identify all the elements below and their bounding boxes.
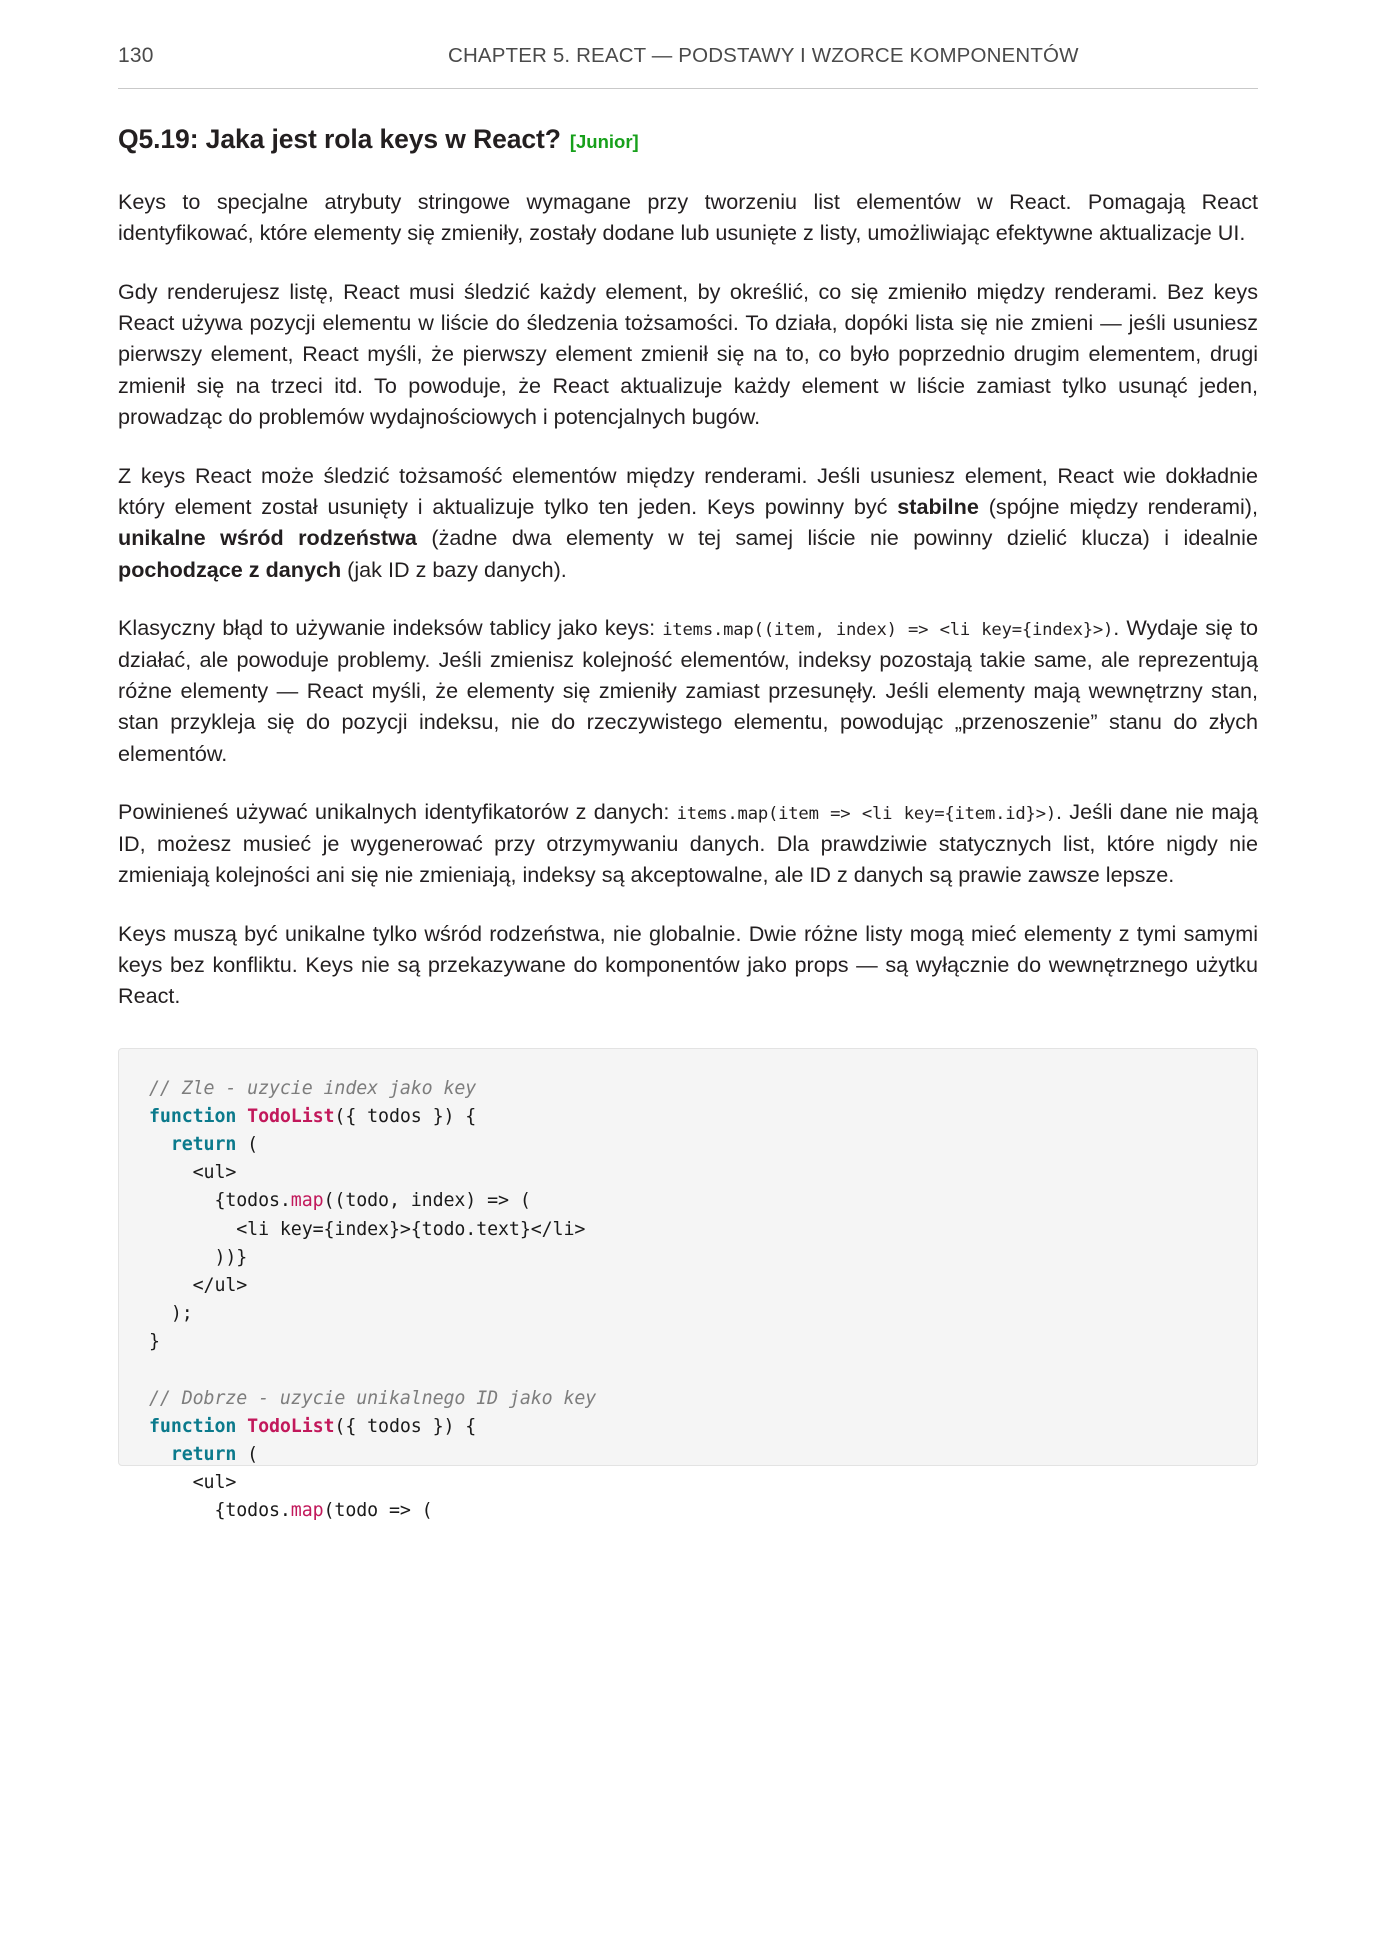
code-token-keyword: function xyxy=(149,1415,248,1437)
code-token-plain: (todo => ( xyxy=(323,1500,433,1522)
code-token-plain: ( xyxy=(236,1134,259,1156)
code-token-comment: // Zle - uzycie index jako key xyxy=(149,1077,477,1099)
inline-code-item-id-key: items.map(item => <li key={item.id}>) xyxy=(676,804,1056,825)
paragraph-text: Powinieneś używać unikalnych identyfikatorów z danych: xyxy=(118,799,677,825)
question-title-text: Q5.19: Jaka jest rola keys w React? xyxy=(118,124,561,154)
difficulty-badge: [Junior] xyxy=(569,131,639,152)
paragraph-unique-ids xyxy=(118,796,1258,890)
running-head xyxy=(118,44,1258,68)
code-token-plain: ({ todos }) { xyxy=(334,1415,477,1437)
code-content xyxy=(149,1078,596,1522)
paragraph-text: Z keys React może śledzić tożsamość elementów między renderami. Jeśli usuniesz element, React wie dokładnie który element został usunięty i aktualizuje tylko ten jeden. Keys powinny być xyxy=(118,462,1258,520)
code-token-keyword: return xyxy=(170,1443,237,1465)
code-token-method: map xyxy=(290,1500,324,1522)
code-token-plain: <li key={index}>{todo.text}</li> xyxy=(149,1218,586,1240)
code-token-plain: ((todo, index) => ( xyxy=(323,1190,531,1212)
header-divider xyxy=(118,88,1258,89)
paragraph-text: Gdy renderujesz listę, React musi śledzić każdy element, by określić, co się zmieniło między renderami. Bez keys React używa pozycji elementu w liście do śledzenia tożsamości. To działa, dopóki lista się nie zmieni — jeśli usuniesz pierwszy element, React myśli, że pierwszy element zmienił się na to, co było poprzednio drugim elementem, drugi zmienił się na trzeci itd. To powoduje, że React aktualizuje każdy element w liście zamiast tylko usunąć jeden, prowadząc do problemów wydajnościowych i potencjalnych bugów. xyxy=(118,278,1258,430)
paragraph-intro xyxy=(118,186,1258,249)
code-token-plain: } xyxy=(149,1331,160,1353)
code-token-plain: ({ todos }) { xyxy=(334,1105,477,1127)
code-token-plain: {todos. xyxy=(149,1190,291,1212)
code-token-comment: // Dobrze - uzycie unikalnego ID jako key xyxy=(149,1387,597,1409)
code-block xyxy=(118,1048,1258,1522)
paragraph-text: Keys to specjalne atrybuty stringowe wymagane przy tworzeniu list elementów w React. Pomagają React identyfikować, które elementy się zmieniły, zostały dodane lub usunięte z listy, umożliwiając efektywne aktualizacje UI. xyxy=(118,188,1258,246)
code-token-plain: {todos. xyxy=(149,1500,291,1522)
code-token-plain: <ul> xyxy=(149,1472,237,1494)
paragraph-sibling-scope xyxy=(118,918,1258,1012)
chapter-title: CHAPTER 5. REACT — PODSTAWY I WZORCE KOMPONENTÓW xyxy=(448,44,1079,67)
emphasis-unique-siblings: unikalne wśród rodzeństwa xyxy=(118,525,417,551)
code-token-plain: </ul> xyxy=(149,1274,248,1296)
paragraph-text: . Wydaje się to działać, ale powoduje problemy. Jeśli zmienisz kolejność elementów, indeksy pozostają takie same, ale reprezentują różne elementy — React myśli, że elementy się zmieniły zamiast przesunęły. Jeśli elementy mają wewnętrzny stan, stan przykleja się do pozycji indeksu, nie do rzeczywistego elementu, powodując „przenoszenie” stanu do złych elementów. xyxy=(118,615,1258,766)
code-token-fn: TodoList xyxy=(247,1105,335,1127)
code-token-method: map xyxy=(290,1190,324,1212)
code-listing xyxy=(119,1075,1257,1526)
code-token-plain: <ul> xyxy=(149,1162,237,1184)
emphasis-stable: stabilne xyxy=(897,494,979,520)
code-token-plain: ))} xyxy=(149,1246,248,1268)
question-heading xyxy=(118,124,1258,156)
code-token-plain: ( xyxy=(236,1443,259,1465)
code-token-keyword: return xyxy=(170,1134,237,1156)
paragraph-text: . Jeśli dane nie mają ID, możesz musieć je wygenerować przy otrzymywaniu danych. Dla prawdziwie statycznych list, które nigdy nie zmieniają kolejności ani się nie zmieniają, indeksy są akceptowalne, ale ID z danych są prawie zawsze lepsze. xyxy=(118,799,1259,888)
inline-code-index-key: items.map((item, index) => <li key={index}>) xyxy=(662,620,1114,641)
paragraph-text: (spójne między renderami), xyxy=(978,494,1258,520)
paragraph-text: Klasyczny błąd to używanie indeksów tablicy jako keys: xyxy=(118,615,663,641)
code-token-plain: ); xyxy=(149,1303,193,1325)
code-token-fn: TodoList xyxy=(247,1415,335,1437)
paragraph-text: (żadne dwa elementy w tej samej liście nie powinny dzielić klucza) i idealnie xyxy=(416,525,1258,551)
paragraph-render-tracking xyxy=(118,276,1258,433)
paragraph-index-antipattern xyxy=(118,612,1258,769)
code-token-plain xyxy=(149,1444,171,1465)
page-content xyxy=(118,124,1259,1522)
paragraph-text: (jak ID z bazy danych). xyxy=(341,556,567,582)
code-token-keyword: function xyxy=(149,1105,248,1127)
emphasis-from-data: pochodzące z danych xyxy=(118,556,342,582)
paragraph-key-requirements xyxy=(118,460,1258,586)
page-number: 130 xyxy=(118,44,154,67)
code-token-plain xyxy=(149,1134,171,1155)
paragraph-text: Keys muszą być unikalne tylko wśród rodzeństwa, nie globalnie. Dwie różne listy mogą mieć elementy z tymi samymi keys bez konfliktu. Keys nie są przekazywane do komponentów jako props — są wyłącznie do wewnętrznego użytku React. xyxy=(118,920,1258,1009)
